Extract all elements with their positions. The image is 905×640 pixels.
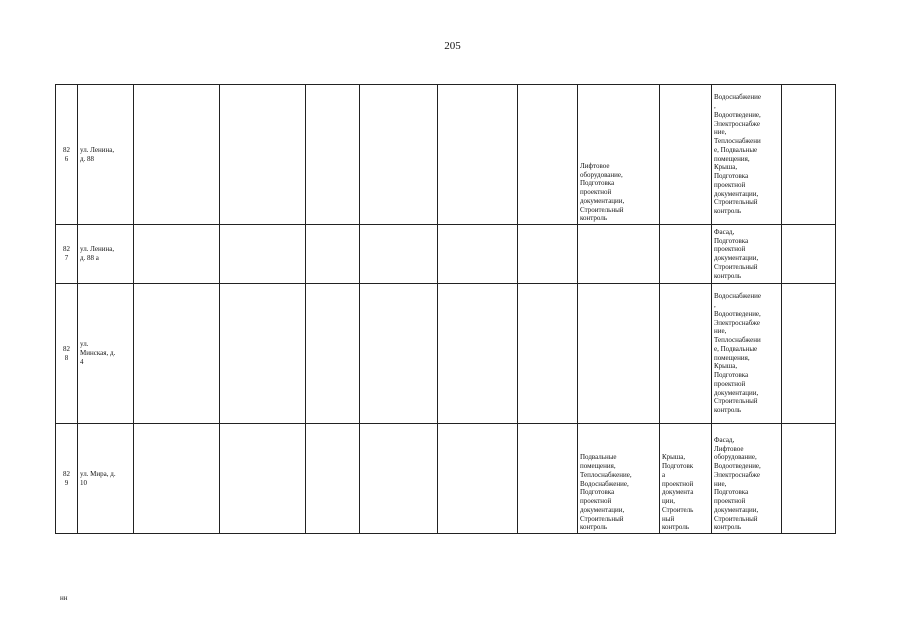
works-cell: Крыша, Подготовк а проектной документа ции, Строитель ный контроль xyxy=(660,424,712,534)
address-cell: ул. Ленина, д. 88 xyxy=(78,85,134,225)
empty-cell xyxy=(220,424,306,534)
empty-cell xyxy=(518,225,578,284)
works-cell xyxy=(660,225,712,284)
empty-cell xyxy=(306,85,360,225)
empty-cell xyxy=(438,284,518,424)
page-number: 205 xyxy=(444,40,461,52)
empty-cell xyxy=(134,424,220,534)
works-cell xyxy=(578,225,660,284)
empty-cell xyxy=(220,284,306,424)
empty-cell xyxy=(782,225,836,284)
works-cell: Водоснабжение , Водоотведение, Электроснабже ние, Теплоснабжени е, Подвальные помещения, Крыша, Подготовка проектной документации, Строительный контроль xyxy=(712,284,782,424)
works-cell: Подвальные помещения, Теплоснабжение, Водоснабжение, Подготовка проектной документации, Строительный контроль xyxy=(578,424,660,534)
row-number-cell: 82 7 xyxy=(56,225,78,284)
empty-cell xyxy=(360,85,438,225)
empty-cell xyxy=(306,424,360,534)
empty-cell xyxy=(518,424,578,534)
works-cell: Фасад, Лифтовое оборудование, Водоотведение, Электроснабже ние, Подготовка проектной документации, Строительный контроль xyxy=(712,424,782,534)
empty-cell xyxy=(782,284,836,424)
empty-cell xyxy=(518,284,578,424)
empty-cell xyxy=(360,284,438,424)
empty-cell xyxy=(438,424,518,534)
empty-cell xyxy=(306,284,360,424)
empty-cell xyxy=(360,424,438,534)
works-cell: Лифтовое оборудование, Подготовка проектной документации, Строительный контроль xyxy=(578,85,660,225)
empty-cell xyxy=(782,424,836,534)
empty-cell xyxy=(438,225,518,284)
table-row xyxy=(56,284,836,424)
empty-cell xyxy=(360,225,438,284)
empty-cell xyxy=(782,85,836,225)
works-cell xyxy=(578,284,660,424)
table-row xyxy=(56,85,836,225)
address-cell: ул. Мира, д. 10 xyxy=(78,424,134,534)
empty-cell xyxy=(220,225,306,284)
works-cell xyxy=(660,284,712,424)
empty-cell xyxy=(438,85,518,225)
works-cell: Водоснабжение , Водоотведение, Электроснабже ние, Теплоснабжени е, Подвальные помещения, Крыша, Подготовка проектной документации, Строительный контроль xyxy=(712,85,782,225)
empty-cell xyxy=(518,85,578,225)
row-number-cell: 82 8 xyxy=(56,284,78,424)
empty-cell xyxy=(134,85,220,225)
empty-cell xyxy=(306,225,360,284)
table-row xyxy=(56,225,836,284)
row-number-cell: 82 9 xyxy=(56,424,78,534)
address-cell: ул. Ленина, д. 88 а xyxy=(78,225,134,284)
empty-cell xyxy=(134,225,220,284)
table-row xyxy=(56,424,836,534)
footer-mark: нн xyxy=(60,594,68,602)
works-cell xyxy=(660,85,712,225)
empty-cell xyxy=(134,284,220,424)
address-cell: ул. Минская, д. 4 xyxy=(78,284,134,424)
capital-repair-table xyxy=(55,84,836,534)
row-number-cell: 82 6 xyxy=(56,85,78,225)
empty-cell xyxy=(220,85,306,225)
works-cell: Фасад, Подготовка проектной документации, Строительный контроль xyxy=(712,225,782,284)
